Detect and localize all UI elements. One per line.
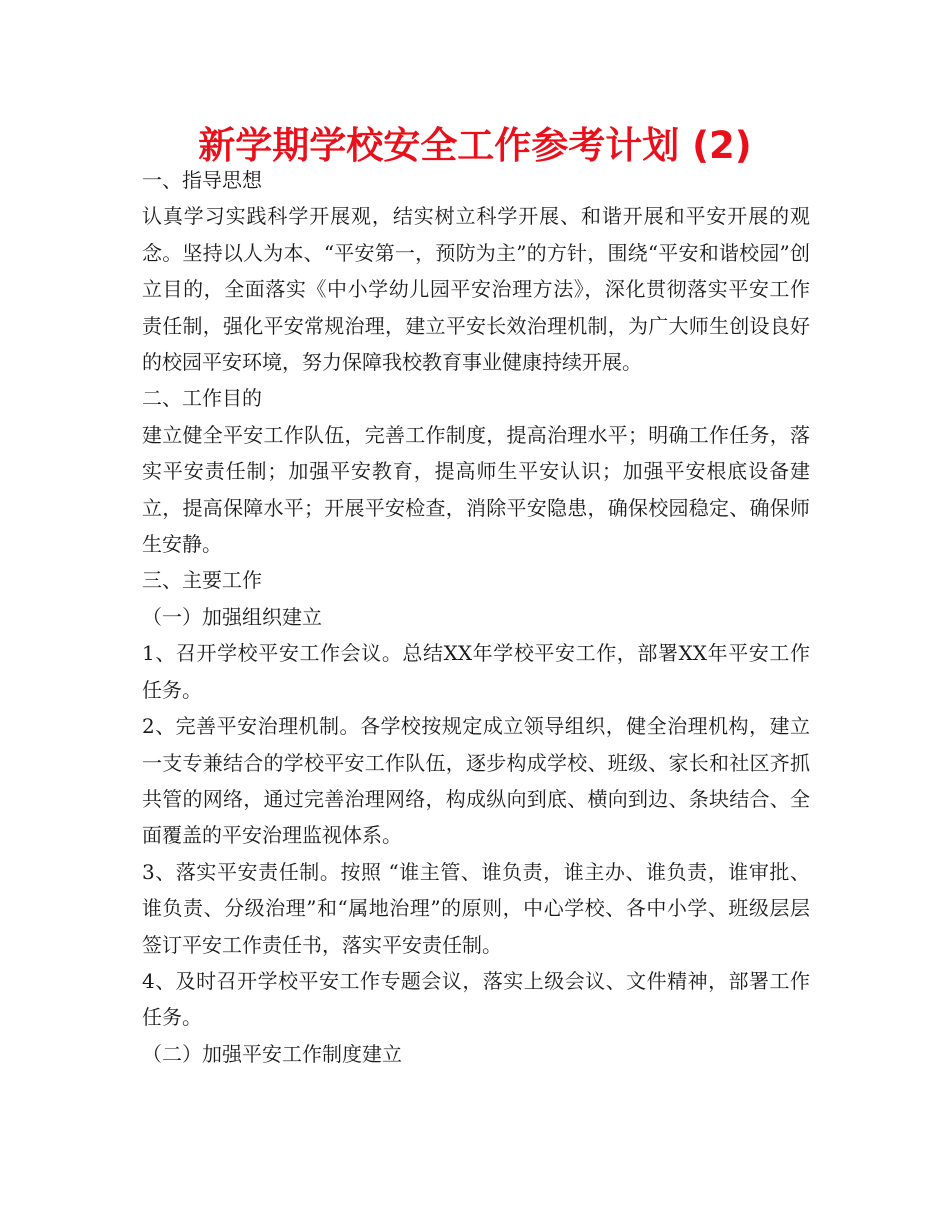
list-item-3: 3、落实平安责任制。按照 “谁主管、谁负责，谁主办、谁负责，谁审批、谁负责、分级治理”和“属地治理”的原则，中心学校、各中小学、班级层层签订平安工作责任书，落实平安责任制。 [142, 859, 810, 957]
list-item-1: 1、召开学校平安工作会议。总结XX年学校平安工作，部署XX年平安工作任务。 [142, 641, 810, 702]
document-title: 新学期学校安全工作参考计划 (2) [198, 124, 752, 167]
document-body [142, 162, 810, 1072]
section-heading-work-goals: 二、工作目的 [142, 386, 262, 411]
list-item-4: 4、及时召开学校平安工作专题会议，落实上级会议、文件精神，部署工作任务。 [142, 968, 810, 1030]
list-item-2: 2、完善平安治理机制。各学校按规定成立领导组织，健全治理机构，建立一支专兼结合的学校平安工作队伍，逐步构成学校、班级、家长和社区齐抓共管的网络，通过完善治理网络，构成纵向到底、横向到边、条块结合、全面覆盖的平安治理监视体系。 [142, 714, 810, 848]
paragraph-work-goals: 建立健全平安工作队伍，完善工作制度，提高治理水平；明确工作任务，落实平安责任制；加强平安教育，提高师生平安认识；加强平安根底设备建立，提高保障水平；开展平安检查，消除平安隐患，确保校园稳定、确保师生安静。 [142, 422, 810, 557]
section-heading-guiding-ideology: 一、指导思想 [142, 168, 262, 192]
paragraph-guiding-ideology: 认真学习实践科学开展观，结实树立科学开展、和谐开展和平安开展的观念。坚持以人为本、“平安第一，预防为主”的方针，围绕“平安和谐校园”创立目的，全面落实《中小学幼儿园平安治理方法》，深化贯彻落实平安工作责任制，强化平安常规治理，建立平安长效治理机制，为广大师生创设良好的校园平安环境，努力保障我校教育事业健康持续开展。 [142, 204, 810, 375]
subsection-heading-system-building: （二）加强平安工作制度建立 [142, 1041, 402, 1066]
section-heading-main-work: 三、主要工作 [142, 568, 262, 593]
subsection-heading-organization: （一）加强组织建立 [142, 604, 322, 629]
